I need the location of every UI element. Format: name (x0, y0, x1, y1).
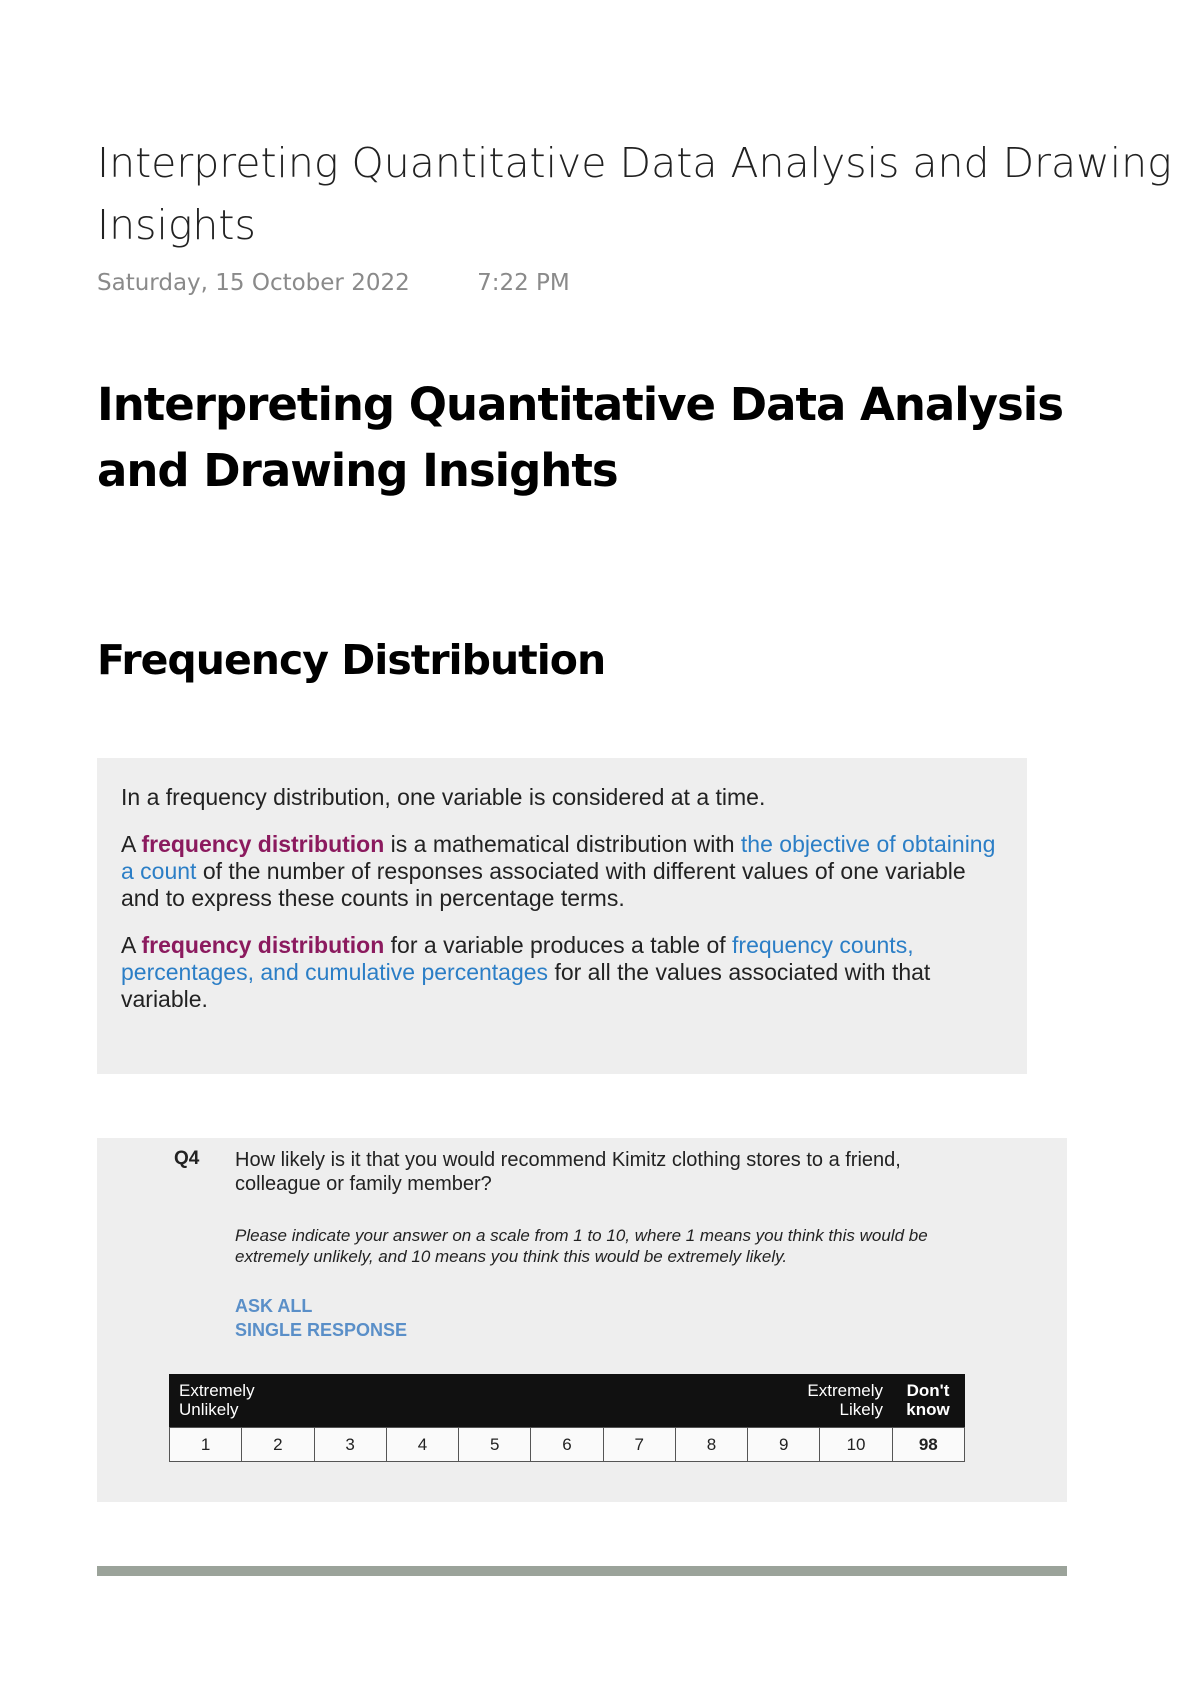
scale-high-label: Extremely Likely (807, 1381, 883, 1419)
definition-box (97, 758, 1027, 1074)
main-heading: Interpreting Quantitative Data Analysis and Drawing Insights (97, 378, 1063, 497)
scale-option: 10 (820, 1428, 892, 1461)
question-instruction: Please indicate your answer on a scale from 1 to 10, where 1 means you think this would be extremely unlikely, and 10 means you think this would be extremely likely. (235, 1226, 928, 1266)
scale-option: 2 (242, 1428, 314, 1461)
question-box (97, 1138, 1067, 1502)
tag-single-response: SINGLE RESPONSE (235, 1320, 408, 1340)
page-meta (97, 270, 570, 296)
scale-option: 9 (748, 1428, 820, 1461)
scale-low-label: Extremely Unlikely (179, 1381, 255, 1419)
text-run: of the number of responses associated with different values of one variable and to express these counts in percentage terms. (121, 858, 966, 911)
text-run: A (121, 932, 142, 958)
text-run: for a variable produces a table of (384, 932, 733, 958)
question-text: How likely is it that you would recommend Kimitz clothing stores to a friend, colleague or family member? (235, 1149, 901, 1195)
scale-option: 7 (604, 1428, 676, 1461)
text-run: is a mathematical distribution with (384, 831, 741, 857)
page-date: Saturday, 15 October 2022 (97, 270, 410, 296)
highlight-objective: the objective of obtaining a count (121, 831, 996, 884)
scale-option: 6 (531, 1428, 603, 1461)
scale-option: 8 (676, 1428, 748, 1461)
scale-header (169, 1374, 965, 1427)
divider-bar (97, 1566, 1067, 1576)
tag-ask-all: ASK ALL (235, 1296, 313, 1316)
scale-option: 5 (459, 1428, 531, 1461)
text-run: for all the values associated with that variable. (121, 959, 931, 1012)
term-frequency-distribution: frequency distribution (141, 831, 385, 857)
scale-option: 4 (387, 1428, 459, 1461)
term-frequency-distribution: frequency distribution (141, 932, 385, 958)
section-heading: Frequency Distribution (97, 636, 606, 684)
scale-option-dont-know: 98 (918, 1435, 938, 1454)
definition-paragraph-3 (121, 932, 1003, 1013)
highlight-frequency-counts: frequency counts, percentages, and cumulative percentages (121, 932, 914, 985)
scale-option: 1 (170, 1428, 242, 1461)
page-title: Interpreting Quantitative Data Analysis and Drawing Insights (97, 139, 1172, 249)
page-time: 7:22 PM (477, 270, 570, 296)
question-number: Q4 (174, 1148, 200, 1169)
scale-row (169, 1427, 965, 1462)
definition-paragraph-2 (121, 831, 1003, 912)
definition-paragraph-1: In a frequency distribution, one variable is considered at a time. (121, 784, 766, 810)
scale-dont-know-label: Don't know (906, 1381, 950, 1419)
scale-option: 3 (315, 1428, 387, 1461)
text-run: A (121, 831, 142, 857)
